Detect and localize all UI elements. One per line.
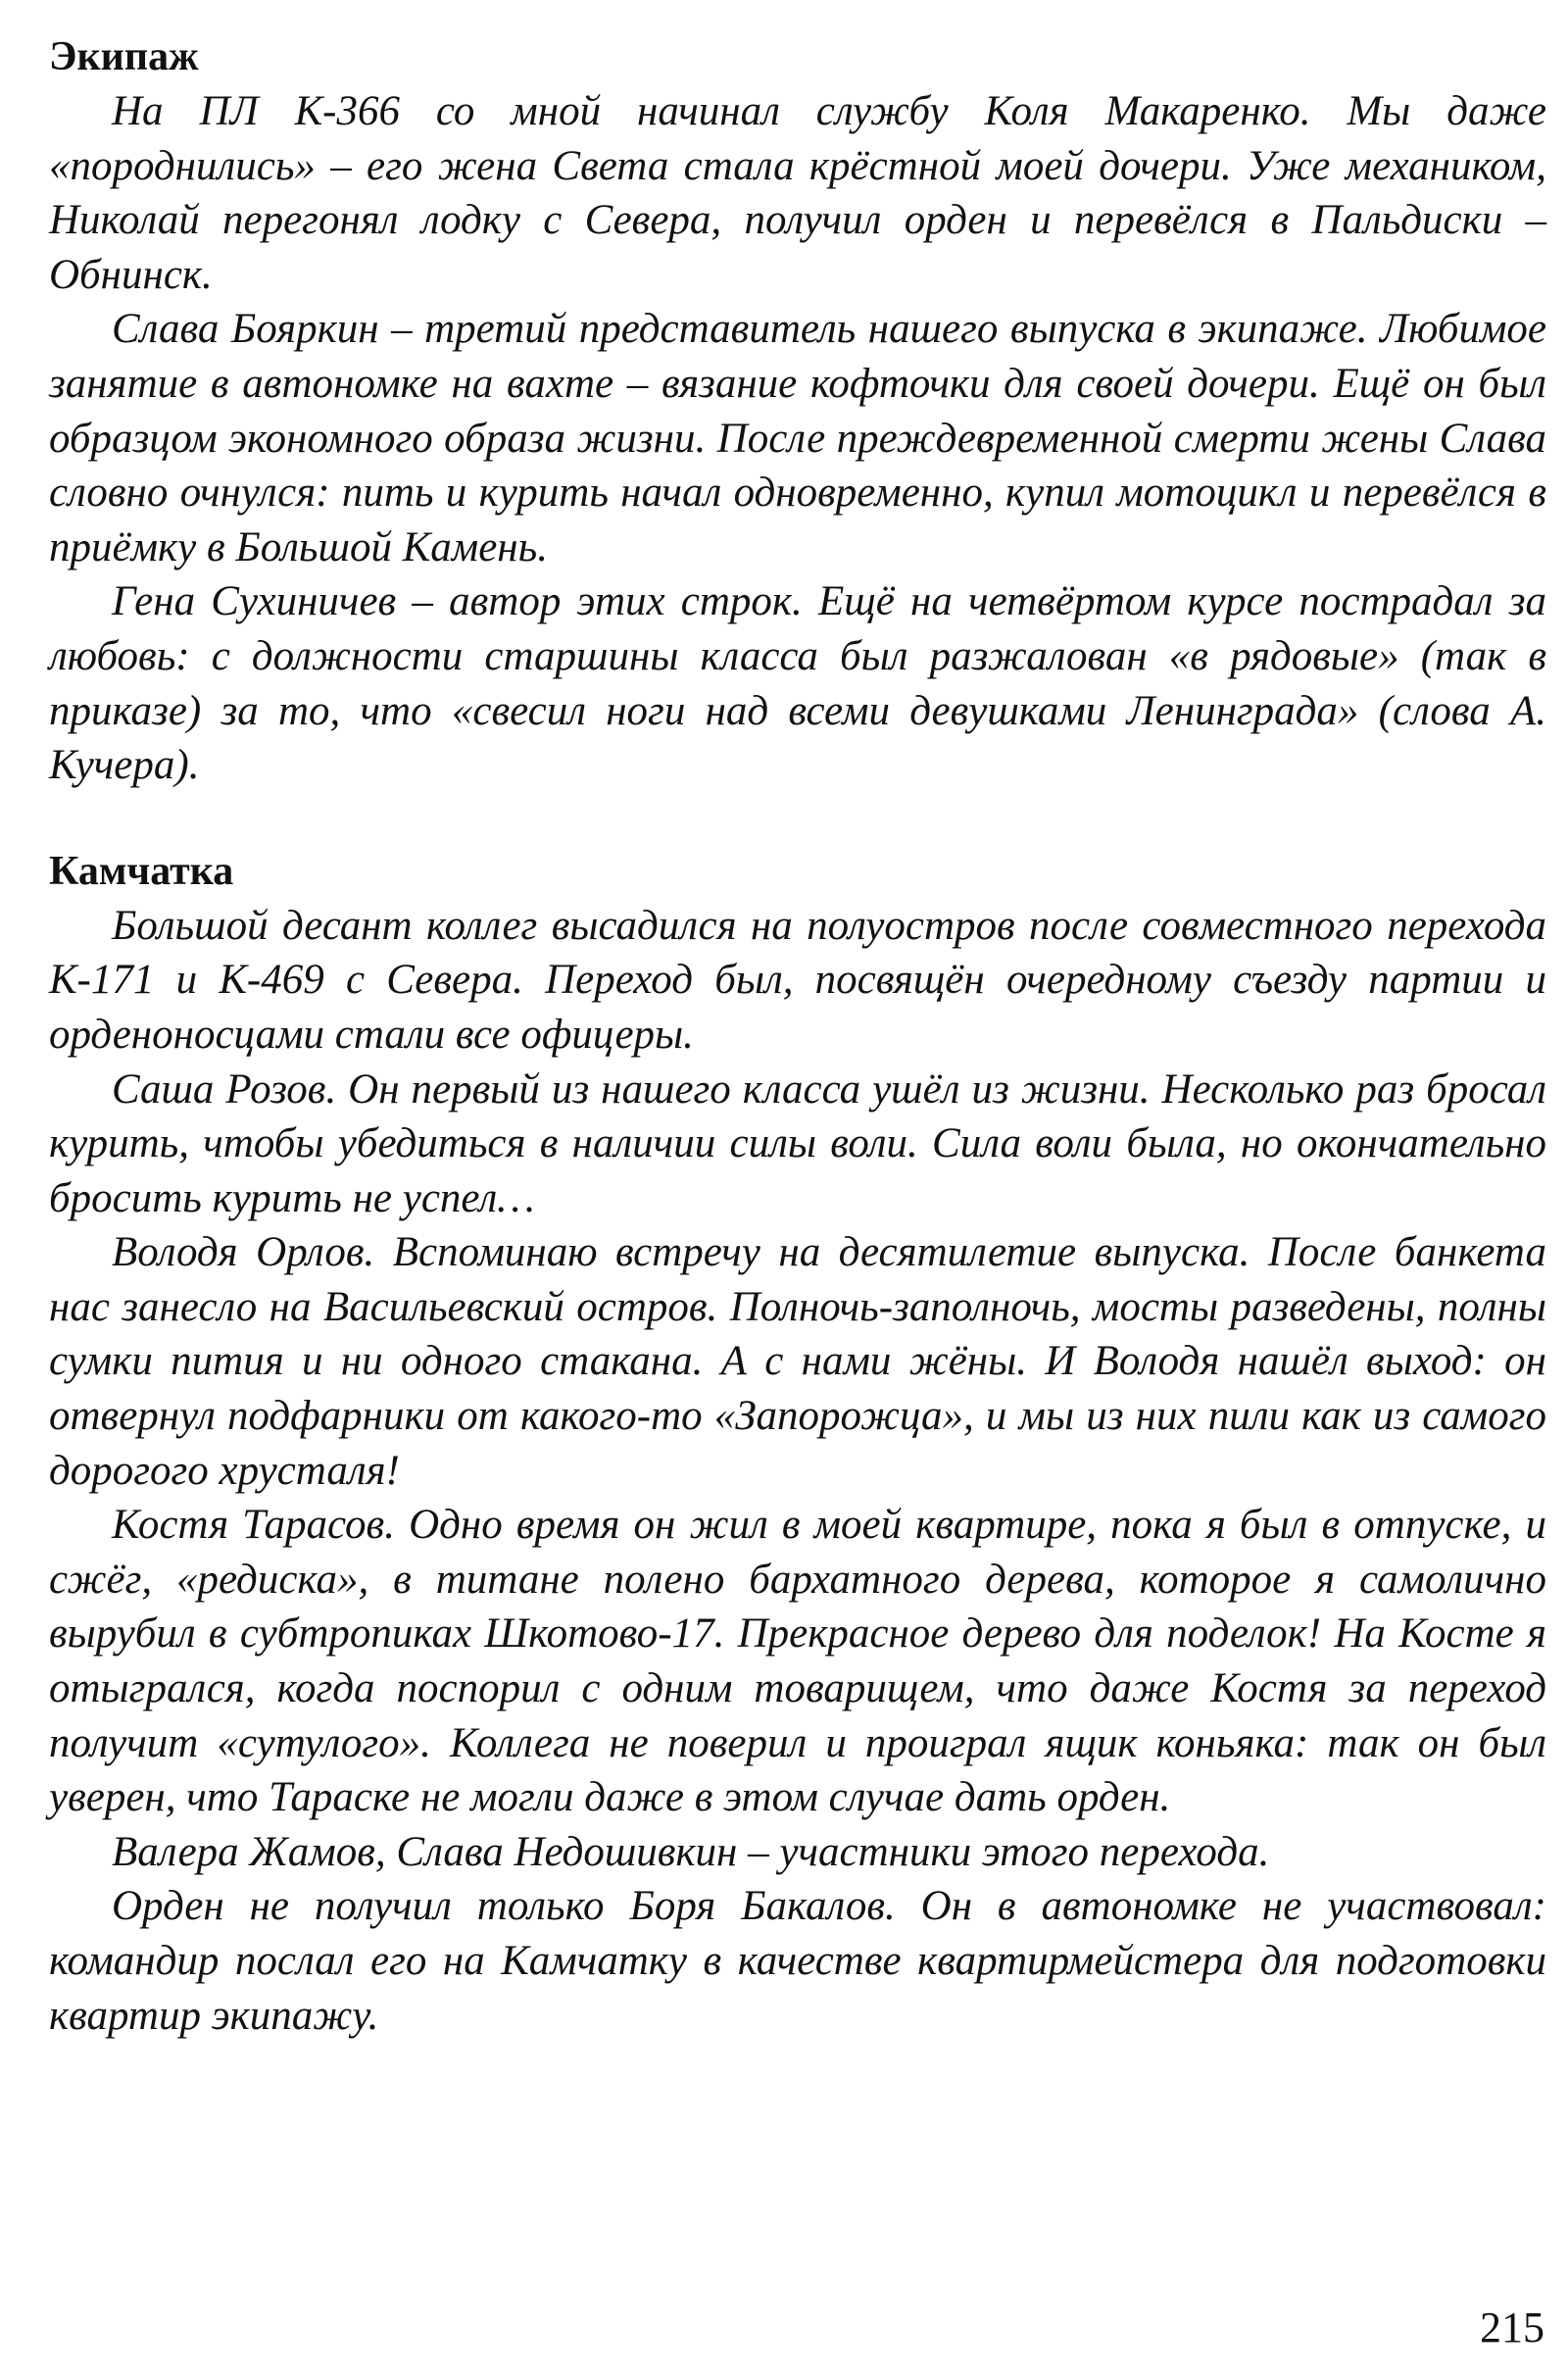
section-kamchatka [49,844,1546,2043]
paragraph: Костя Тарасов. Одно время он жил в моей квартире, пока я был в отпуске, и сжёг, «редиска», в титане полено бархатного дерева, которое я самолично вырубил в субтропиках Шкотово-17. Прекрасное дерево для поделок! На Косте я отыгрался, когда поспорил с одним товарищем, что даже Костя за переход получит «сутулого». Коллега не поверил и проиграл ящик коньяка: так он был уверен, что Тараске не могли даже в этом случае дать орден. [49,1502,1546,1821]
section-heading: Камчатка [49,848,234,894]
paragraph: Валера Жамов, Слава Недошивкин – участники этого перехода. [112,1828,1270,1875]
paragraph: Слава Бояркин – третий представитель нашего выпуска в экипаже. Любимое занятие в автономке на вахте – вязание кофточки для своей дочери. Ещё он был образцом экономного образа жизни. После преждевременной смерти жены Слава словно очнулся: пить и курить начал одновременно, купил мотоцикл и перевёлся в приёмку в Большой Камень. [49,306,1546,570]
paragraph: Большой десант коллег высадился на полуостров после совместного перехода К-171 и К-469 с Севера. Переход был, посвящён очередному съезду партии и орденоносцами стали все офицеры. [49,902,1546,1058]
paragraph: Володя Орлов. Вспоминаю встречу на десятилетие выпуска. После банкета нас занесло на Васильевский остров. Полночь-заполночь, мосты разведены, полны сумки пития и ни одного стакана. А с нами жёны. И Володя нашёл выход: он отвернул подфарники от какого-то «Запорожца», и мы из них пили как из самого дорогого хрусталя! [49,1229,1546,1494]
paragraph: Орден не получил только Боря Бакалов. Он в автономке не участвовал: командир послал его на Камчатку в качестве квартирмейстера для подготовки квартир экипажу. [49,1883,1546,2039]
paragraph: На ПЛ К-366 со мной начинал службу Коля Макаренко. Мы даже «породнились» – его жена Света стала крёстной моей дочери. Уже механиком, Николай перегонял лодку с Севера, получил орден и перевёлся в Пальдиски – Обнинск. [49,88,1546,298]
book-page [49,29,1546,2352]
page-number: 215 [1480,2303,1544,2352]
paragraph: Гена Сухиничев – автор этих строк. Ещё на четвёртом курсе пострадал за любовь: с должности старшины класса был разжалован «в рядовые» (так в приказе) за то, что «свесил ноги над всеми девушками Ленинграда» (слова А. Кучера). [49,578,1546,789]
section-heading: Экипаж [49,34,199,79]
paragraph: Саша Розов. Он первый из нашего класса ушёл из жизни. Несколько раз бросал курить, чтобы убедиться в наличии силы воли. Сила воли была, но окончательно бросить курить не успел… [49,1065,1546,1221]
section-ekipazh [49,29,1546,793]
